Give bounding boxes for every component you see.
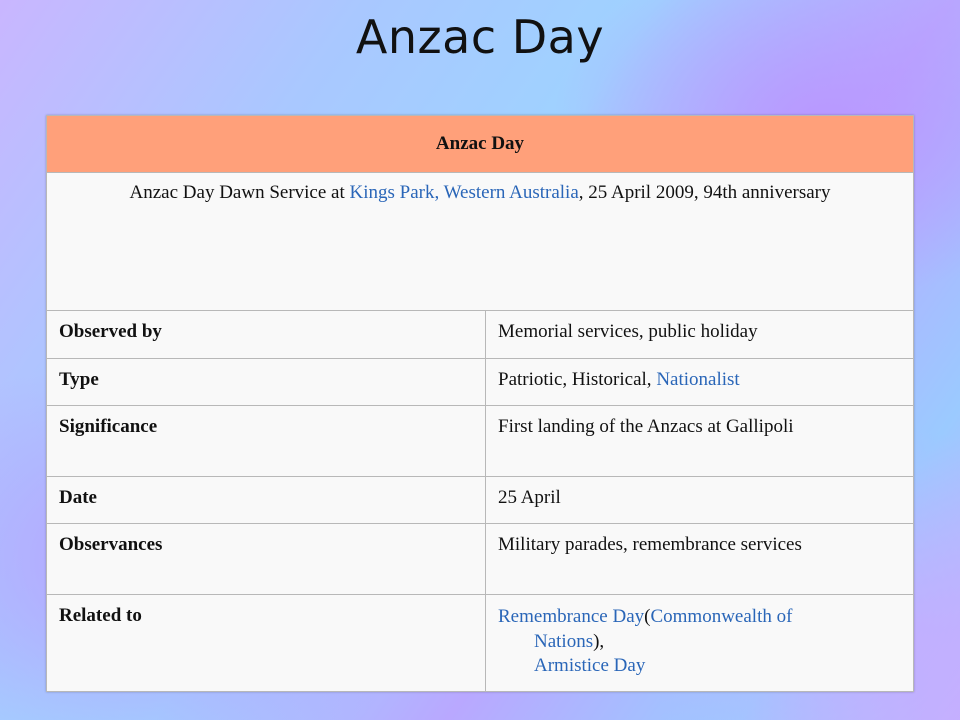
row-label: Observances (47, 524, 486, 595)
nationalist-link[interactable]: Nationalist (656, 369, 740, 390)
row-value (486, 595, 914, 692)
caption-text-after: , 25 April 2009, 94th anniversary (578, 182, 831, 203)
row-value: Military parades, remembrance services (486, 524, 914, 595)
row-label: Observed by (47, 311, 486, 359)
commonwealth-link-part1[interactable]: Commonwealth of (650, 606, 793, 627)
row-label: Date (47, 477, 486, 524)
row-value: 25 April (486, 477, 914, 524)
related-line-3 (498, 654, 901, 679)
related-line-2 (498, 630, 901, 655)
row-label: Significance (47, 406, 486, 477)
slide-title: Anzac Day (355, 10, 605, 64)
infobox-caption-row (47, 173, 914, 311)
row-related-to (47, 595, 914, 692)
row-label: Type (47, 359, 486, 406)
armistice-day-link[interactable]: Armistice Day (534, 655, 646, 677)
row-value: First landing of the Anzacs at Gallipoli (486, 406, 914, 477)
row-label: Related to (47, 595, 486, 692)
row-observances (47, 524, 914, 595)
row-value (486, 359, 914, 406)
remembrance-day-link[interactable]: Remembrance Day (498, 606, 645, 627)
infobox-header-row (47, 116, 914, 173)
row-value: Memorial services, public holiday (486, 311, 914, 359)
kings-park-link[interactable]: Kings Park, Western Australia (349, 182, 579, 203)
related-line-1 (498, 605, 901, 630)
row-date (47, 477, 914, 524)
paren-close: ), (593, 630, 605, 652)
type-value-text: Patriotic, Historical, (498, 369, 657, 390)
row-significance (47, 406, 914, 477)
caption-text-before: Anzac Day Dawn Service at (129, 182, 350, 203)
infobox-caption (47, 173, 914, 311)
row-observed-by (47, 311, 914, 359)
infobox-table (46, 115, 914, 692)
infobox-header: Anzac Day (47, 116, 914, 173)
row-type (47, 359, 914, 406)
commonwealth-link-part2[interactable]: Nations (534, 630, 594, 652)
paren-open: ( (644, 606, 651, 627)
